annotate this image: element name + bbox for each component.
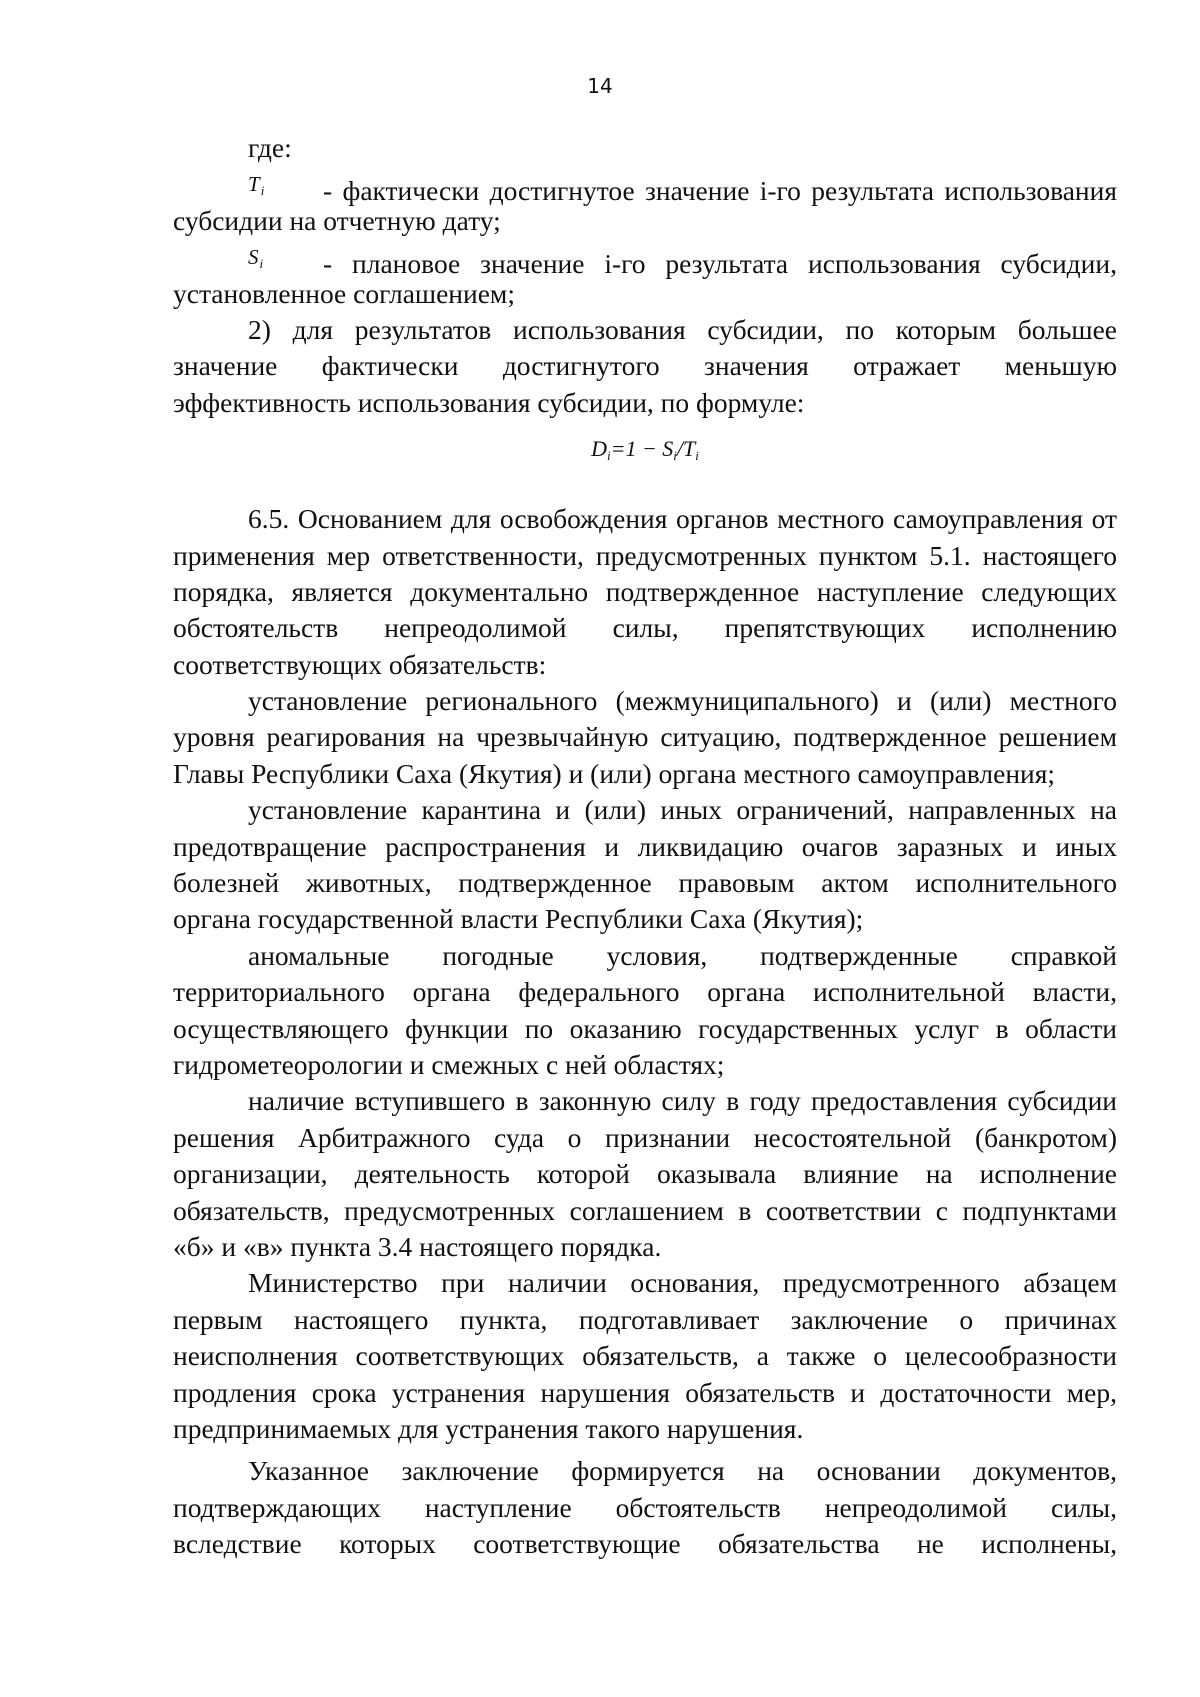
text-line: гидрометеорологии и смежных с ней областях; <box>173 1048 725 1080</box>
text-line: осуществляющего функции по оказанию государственных услуг в области <box>173 1012 1117 1044</box>
text-line: значение фактически достигнутого значения отражает меньшую <box>173 350 1117 382</box>
text-line: где: <box>248 132 292 163</box>
text-line: установление карантина и (или) иных ограничений, направленных на <box>248 794 1117 826</box>
text-line: «б» и «в» пункта 3.4 настоящего порядка. <box>173 1230 662 1262</box>
text-line: установление регионального (межмуниципального) и (или) местного <box>248 685 1117 717</box>
text-line-si-definition: $S_i$ - плановое значение i-го результата использования субсидии, <box>173 239 1117 275</box>
text-line: применения мер ответственности, предусмотренных пунктом 5.1. настоящего <box>173 539 1117 571</box>
text-line: вследствие которых соответствующие обязательства не исполнены, <box>173 1528 1117 1560</box>
text-line: обязательств, предусмотренных соглашением в соответствии с подпунктами <box>173 1194 1117 1226</box>
document-body <box>173 130 1117 1562</box>
variable-si: $S_i$ <box>248 245 264 272</box>
text-line: неисполнения соответствующих обязательств, а также о целесообразности <box>173 1340 1117 1372</box>
text-line: уровня реагирования на чрезвычайную ситуацию, подтвержденное решением <box>173 721 1117 753</box>
text-line: продления срока устранения нарушения обязательств и достаточности мер, <box>173 1376 1117 1408</box>
text-line: 2) для результатов использования субсидии, по которым большее <box>248 313 1117 345</box>
text-line: органа государственной власти Республики Саха (Якутия); <box>173 903 864 935</box>
text-line: Министерство при наличии основания, предусмотренного абзацем <box>248 1267 1117 1299</box>
text-line: порядка, является документально подтвержденное наступление следующих <box>173 575 1117 607</box>
text-line: эффективность использования субсидии, по формуле: <box>173 386 805 418</box>
text-line: субсидии на отчетную дату; <box>173 204 501 236</box>
text-line: Главы Республики Саха (Якутия) и (или) органа местного самоуправления; <box>173 757 1056 789</box>
text-line: болезней животных, подтвержденное правовым актом исполнительного <box>173 867 1117 899</box>
text-line: подтверждающих наступление обстоятельств непреодолимой силы, <box>173 1491 1117 1523</box>
text-line: предпринимаемых для устранения такого нарушения. <box>173 1412 804 1444</box>
formula-di: $D_i=1 - S_i/T_i$ <box>591 436 699 464</box>
text-line-ti-definition: $T_i$ - фактически достигнутое значение i-го результата использования <box>173 166 1117 202</box>
text-line: обстоятельств непреодолимой силы, препятствующих исполнению <box>173 612 1117 644</box>
text-line: 6.5. Основанием для освобождения органов местного самоуправления от <box>248 503 1117 535</box>
text-line: Указанное заключение формируется на основании документов, <box>248 1455 1117 1487</box>
variable-ti: $T_i$ <box>248 172 265 199</box>
text-line: установленное соглашением; <box>173 277 515 309</box>
page-number: 14 <box>587 74 613 98</box>
text-line: организации, деятельность которой оказывала влияние на исполнение <box>173 1158 1117 1190</box>
text-line: соответствующих обязательств: <box>173 648 547 680</box>
text-line: предотвращение распространения и ликвидацию очагов заразных и иных <box>173 830 1117 862</box>
text-line: территориального органа федерального органа исполнительной власти, <box>173 976 1117 1008</box>
text-line: первым настоящего пункта, подготавливает заключение о причинах <box>173 1303 1117 1335</box>
text-line: наличие вступившего в законную силу в году предоставления субсидии <box>248 1085 1117 1117</box>
text-line: аномальные погодные условия, подтвержденные справкой <box>248 939 1117 971</box>
text-line: решения Арбитражного суда о признании несостоятельной (банкротом) <box>173 1121 1117 1153</box>
